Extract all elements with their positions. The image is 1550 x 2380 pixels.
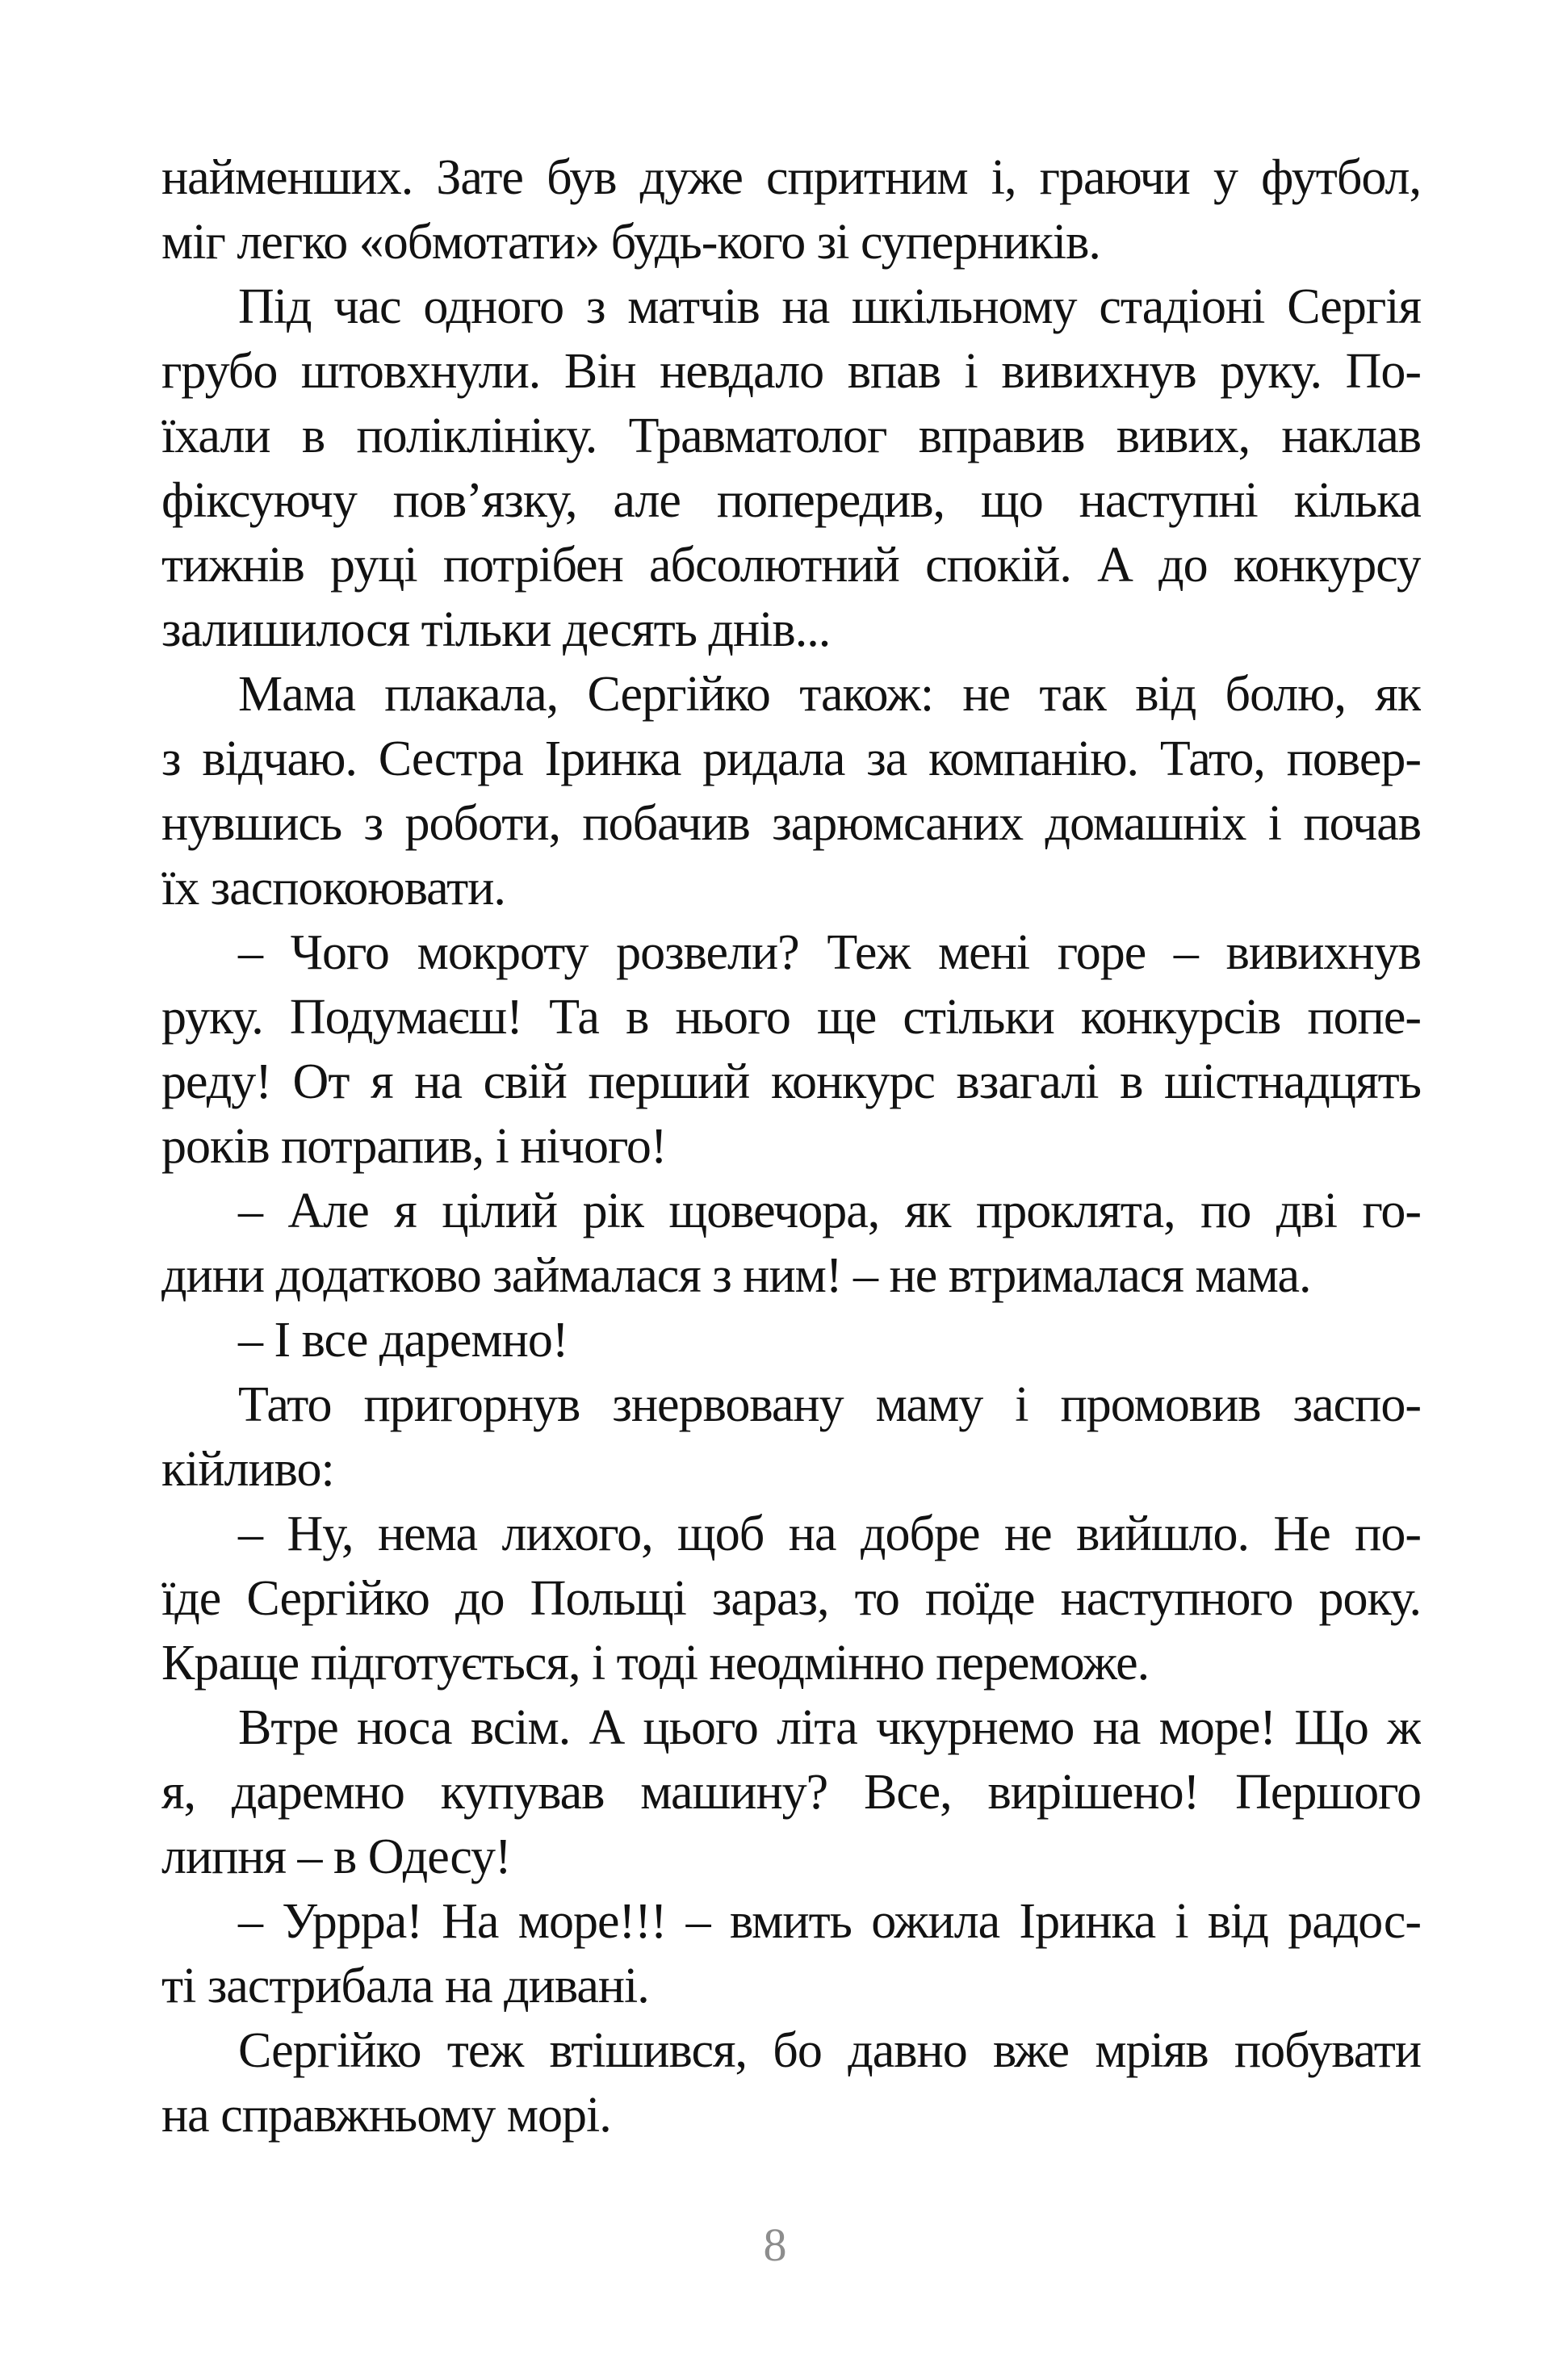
text-line: кійливо: [161,1442,334,1497]
text-line: Мама плакала, Сергійко також: не так від болю, як [238,667,1421,722]
page-number: 8 [763,2219,787,2271]
text-line: грубо штовхнули. Він невдало впав і вивихнув руку. По- [161,344,1421,399]
text-line: Під час одного з матчів на шкільному стадіоні Сергія [238,279,1421,334]
text-line: ті застрибала на дивані. [161,1959,649,2013]
text-line: дини додатково займалася з ним! – не втрималася мама. [161,1248,1311,1303]
text-line: Втре носа всім. А цього літа чкурнемо на море! Що ж [238,1700,1421,1755]
text-line: – Але я цілий рік щовечора, як проклята, по дві го- [238,1184,1421,1238]
text-line: Краще підготується, і тоді неодмінно переможе. [161,1636,1150,1691]
text-line: фіксуючу пов’язку, але попередив, що наступні кілька [161,473,1421,528]
text-line: липня – в Одесу! [161,1829,511,1884]
text-line: міг легко «обмотати» будь-кого зі суперників. [161,215,1100,270]
text-line: найменших. Зате був дуже спритним і, граючи у футбол, [161,150,1421,205]
text-line: реду! От я на свій перший конкурс взагалі в шістнадцять [161,1054,1421,1109]
text-line: залишилося тільки десять днів... [161,602,831,657]
text-line: Сергійко теж втішився, бо давно вже мріяв побувати [238,2023,1421,2078]
text-line: я, даремно купував машину? Все, вирішено! Першого [161,1765,1421,1820]
text-line: – Чого мокроту розвели? Теж мені горе – вивихнув [238,925,1421,980]
text-line: нувшись з роботи, побачив зарюмсаних домашніх і почав [161,796,1421,851]
text-line: на справжньому морі. [161,2088,611,2143]
text-line: – Уррра! На море!!! – вмить ожила Іринка і від радос- [238,1894,1421,1949]
text-line: років потрапив, і нічого! [161,1119,667,1174]
text-line: – Ну, нема лихого, щоб на добре не вийшло. Не по- [238,1506,1421,1561]
text-line: руку. Подумаєш! Та в нього ще стільки конкурсів попе- [161,990,1421,1045]
text-line: їхали в поліклініку. Травматолог вправив вивих, наклав [161,409,1421,463]
text-line: Тато пригорнув знервовану маму і промовив заспо- [238,1377,1421,1432]
text-line: – І все даремно! [238,1313,568,1368]
page-text [161,145,1421,2147]
text-line: з відчаю. Сестра Іринка ридала за компанію. Тато, повер- [161,731,1421,786]
text-line: їде Сергійко до Польщі зараз, то поїде наступного року. [161,1571,1421,1626]
text-line: тижнів руці потрібен абсолютний спокій. А до конкурсу [161,538,1421,593]
text-line: їх заспокоювати. [161,861,505,916]
